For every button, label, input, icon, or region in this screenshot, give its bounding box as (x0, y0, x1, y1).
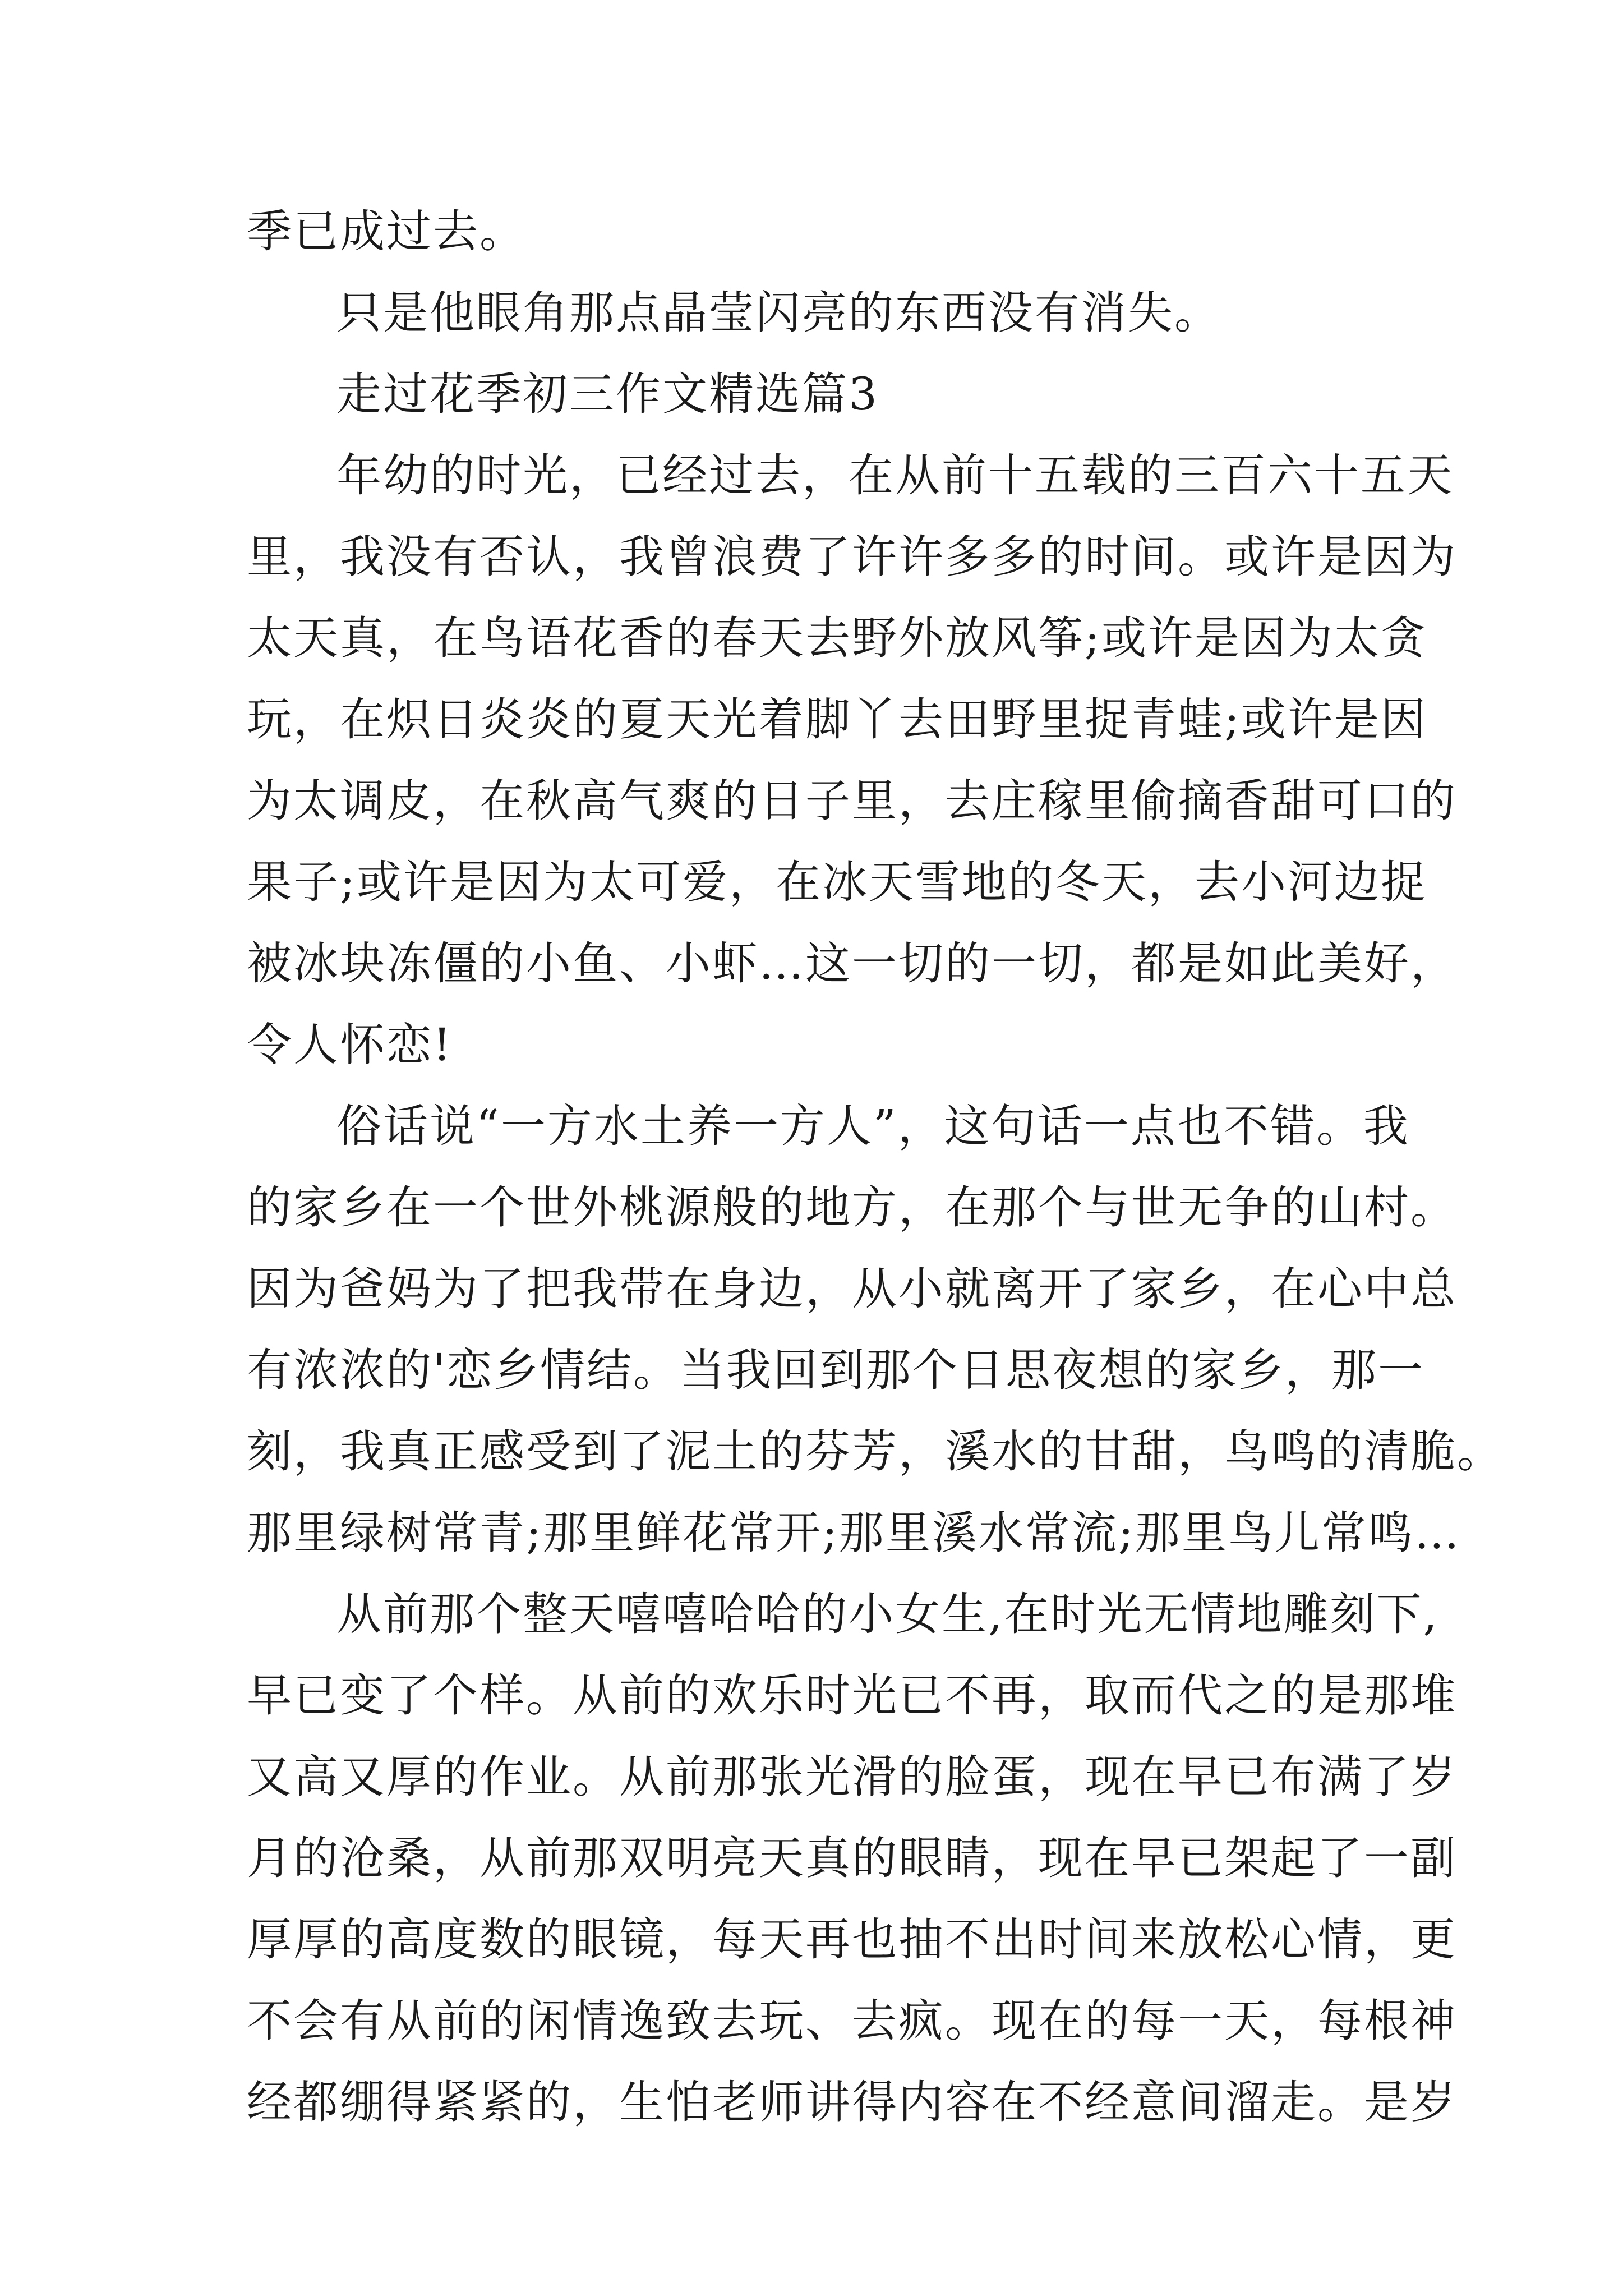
text-line: 只是他眼角那点晶莹闪亮的东西没有消失。 (336, 287, 1221, 339)
text-line: 刻，我真正感受到了泥土的芬芳，溪水的甘甜，鸟鸣的清脆。 (247, 1425, 1504, 1478)
text-line: 年幼的时光，已经过去，在从前十五载的三百六十五天 (336, 449, 1454, 501)
text-line: 的家乡在一个世外桃源般的地方，在那个与世无争的山村。 (247, 1181, 1457, 1234)
text-line: 又高又厚的作业。从前那张光滑的脸蛋，现在早已布满了岁 (247, 1751, 1457, 1803)
text-line: 从前那个整天嘻嘻哈哈的小女生,在时光无情地雕刻下, (336, 1588, 1439, 1640)
text-line: 里，我没有否认，我曾浪费了许许多多的时间。或许是因为 (247, 531, 1457, 583)
text-line: 早已变了个样。从前的欢乐时光已不再，取而代之的是那堆 (247, 1669, 1457, 1722)
text-line: 月的沧桑，从前那双明亮天真的眼睛，现在早已架起了一副 (247, 1832, 1457, 1884)
section-heading: 走过花季初三作文精选篇3 (336, 368, 879, 420)
text-line: 不会有从前的闲情逸致去玩、去疯。现在的每一天，每根神 (247, 1995, 1457, 2047)
text-line: 太天真，在鸟语花香的春天去野外放风筝;或许是因为太贪 (247, 612, 1427, 664)
text-line: 那里绿树常青;那里鲜花常开;那里溪水常流;那里鸟儿常鸣… (247, 1507, 1461, 1559)
text-line: 玩，在炽日炎炎的夏天光着脚丫去田野里捉青蛙;或许是因 (247, 693, 1427, 746)
text-line: 经都绷得紧紧的，生怕老师讲得内容在不经意间溜走。是岁 (247, 2076, 1457, 2128)
text-line: 因为爸妈为了把我带在身边，从小就离开了家乡，在心中总 (247, 1263, 1457, 1315)
text-line: 俗话说“一方水土养一方人”，这句话一点也不错。我 (336, 1100, 1410, 1152)
text-line: 为太调皮，在秋高气爽的日子里，去庄稼里偷摘香甜可口的 (247, 775, 1457, 827)
text-line: 厚厚的高度数的眼镜，每天再也抽不出时间来放松心情，更 (247, 1913, 1457, 1966)
text-line: 令人怀恋! (247, 1019, 453, 1071)
text-line: 有浓浓的'恋乡情结。当我回到那个日思夜想的家乡，那一 (247, 1344, 1424, 1396)
text-line: 季已成过去。 (247, 205, 526, 257)
text-line: 被冰块冻僵的小鱼、小虾…这一切的一切，都是如此美好， (247, 937, 1457, 990)
text-line: 果子;或许是因为太可爱，在冰天雪地的冬天，去小河边捉 (247, 856, 1427, 908)
